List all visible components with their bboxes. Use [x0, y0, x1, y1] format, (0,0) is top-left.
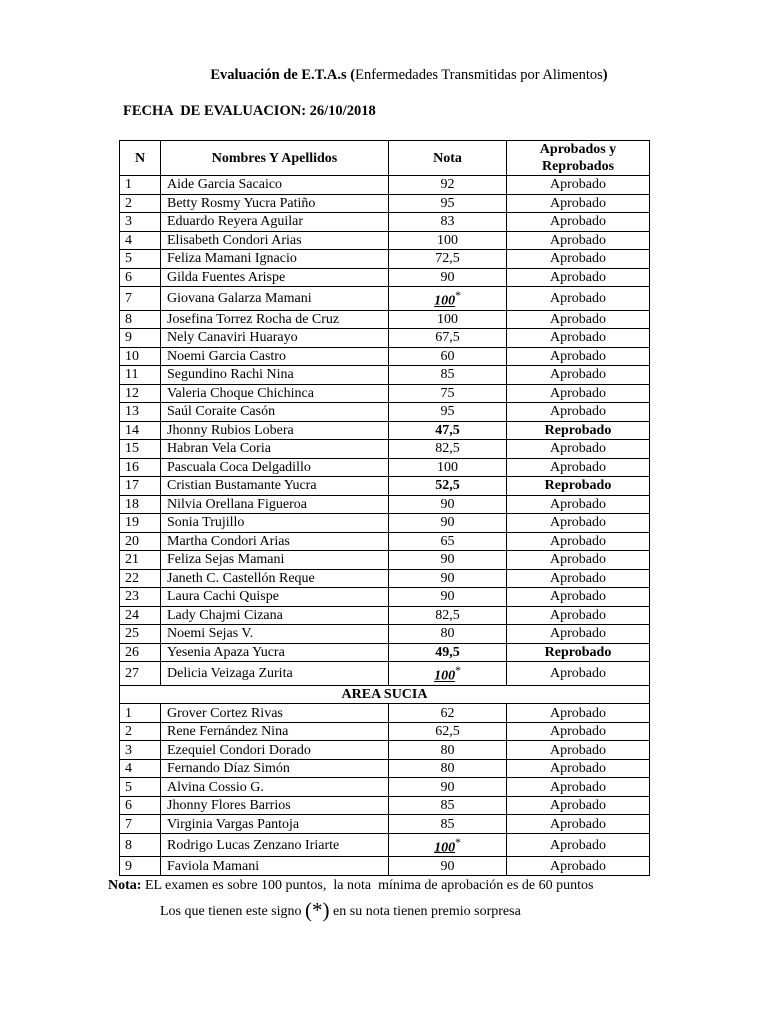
evaluation-date: FECHA DE EVALUACION: 26/10/2018: [123, 103, 376, 119]
cell-nota: 90: [389, 514, 507, 533]
cell-name: Segundino Rachi Nina: [161, 366, 389, 385]
cell-nota: [389, 662, 507, 686]
section-label-area-sucia: AREA SUCIA: [120, 685, 650, 704]
cell-name: Cristian Bustamante Yucra: [161, 477, 389, 496]
cell-n: 10: [120, 347, 161, 366]
cell-nota: 100: [389, 231, 507, 250]
table-body-main: [120, 176, 650, 686]
cell-n: 8: [120, 310, 161, 329]
cell-n: 23: [120, 588, 161, 607]
cell-result: Aprobado: [507, 569, 650, 588]
cell-nota: 85: [389, 366, 507, 385]
table-row: [120, 213, 650, 232]
note-text-1: EL examen es sobre 100 puntos, la nota mínima de aprobación es de 60 puntos: [141, 878, 594, 893]
cell-nota: 95: [389, 403, 507, 422]
cell-nota: 85: [389, 815, 507, 834]
cell-result: Aprobado: [507, 329, 650, 348]
cell-name: Fernando Díaz Simón: [161, 759, 389, 778]
cell-result: Aprobado: [507, 532, 650, 551]
cell-n: 25: [120, 625, 161, 644]
table-row: [120, 643, 650, 662]
cell-result: Aprobado: [507, 833, 650, 857]
cell-n: 1: [120, 704, 161, 723]
table-row: [120, 759, 650, 778]
cell-result: Aprobado: [507, 625, 650, 644]
cell-n: 27: [120, 662, 161, 686]
cell-name: Janeth C. Castellón Reque: [161, 569, 389, 588]
cell-result: Aprobado: [507, 384, 650, 403]
note-line-2: [160, 898, 521, 923]
star-marker: *: [455, 289, 461, 302]
cell-result: Aprobado: [507, 366, 650, 385]
table-row: [120, 250, 650, 269]
cell-name: Rodrigo Lucas Zenzano Iriarte: [161, 833, 389, 857]
cell-n: 9: [120, 857, 161, 876]
table-row: [120, 704, 650, 723]
starred-score: 100: [434, 293, 456, 309]
table-row: [120, 287, 650, 311]
table-row: [120, 514, 650, 533]
table-row: [120, 310, 650, 329]
table-row: [120, 421, 650, 440]
cell-name: Nilvia Orellana Figueroa: [161, 495, 389, 514]
cell-result: Aprobado: [507, 759, 650, 778]
cell-n: 26: [120, 643, 161, 662]
table-row: [120, 857, 650, 876]
cell-n: 3: [120, 213, 161, 232]
cell-nota: 100: [389, 310, 507, 329]
cell-result: Aprobado: [507, 458, 650, 477]
cell-name: Gilda Fuentes Arispe: [161, 268, 389, 287]
table-row: [120, 569, 650, 588]
title-normal-part: Enfermedades Transmitidas por Alimentos: [355, 67, 603, 83]
table-row: [120, 477, 650, 496]
cell-name: Virginia Vargas Pantoja: [161, 815, 389, 834]
cell-nota: 62,5: [389, 722, 507, 741]
cell-result: Aprobado: [507, 722, 650, 741]
cell-result: Aprobado: [507, 514, 650, 533]
star-marker: *: [455, 664, 461, 678]
cell-n: 20: [120, 532, 161, 551]
cell-nota: 90: [389, 569, 507, 588]
cell-n: 21: [120, 551, 161, 570]
cell-result: Aprobado: [507, 250, 650, 269]
cell-name: Jhonny Flores Barrios: [161, 796, 389, 815]
table-row: [120, 495, 650, 514]
cell-n: 13: [120, 403, 161, 422]
cell-result: Aprobado: [507, 741, 650, 760]
cell-nota: 90: [389, 857, 507, 876]
cell-nota: [389, 833, 507, 857]
table-row: [120, 741, 650, 760]
cell-name: Feliza Mamani Ignacio: [161, 250, 389, 269]
cell-result: Aprobado: [507, 347, 650, 366]
cell-n: 24: [120, 606, 161, 625]
cell-n: 18: [120, 495, 161, 514]
cell-n: 6: [120, 268, 161, 287]
cell-result: Reprobado: [507, 477, 650, 496]
cell-n: 15: [120, 440, 161, 459]
table-row: [120, 532, 650, 551]
table-row: [120, 194, 650, 213]
cell-name: Valeria Choque Chichinca: [161, 384, 389, 403]
cell-name: Laura Cachi Quispe: [161, 588, 389, 607]
cell-nota: 90: [389, 495, 507, 514]
cell-name: Aide Garcia Sacaico: [161, 176, 389, 195]
table-row: [120, 347, 650, 366]
table-row: [120, 366, 650, 385]
cell-result: Aprobado: [507, 551, 650, 570]
cell-result: Aprobado: [507, 287, 650, 311]
cell-name: Nely Canaviri Huarayo: [161, 329, 389, 348]
table-row: [120, 778, 650, 797]
cell-nota: 83: [389, 213, 507, 232]
cell-name: Feliza Sejas Mamani: [161, 551, 389, 570]
cell-nota: 47,5: [389, 421, 507, 440]
cell-result: Aprobado: [507, 403, 650, 422]
cell-result: Aprobado: [507, 213, 650, 232]
table-row: [120, 403, 650, 422]
cell-result: Aprobado: [507, 231, 650, 250]
cell-n: 7: [120, 815, 161, 834]
cell-n: 9: [120, 329, 161, 348]
cell-nota: [389, 287, 507, 311]
cell-result: Aprobado: [507, 704, 650, 723]
note-label: Nota:: [108, 878, 142, 893]
table-row: [120, 176, 650, 195]
col-header-n: N: [120, 141, 161, 176]
table-row: [120, 384, 650, 403]
cell-result: Aprobado: [507, 194, 650, 213]
cell-nota: 80: [389, 741, 507, 760]
cell-name: Martha Condori Arias: [161, 532, 389, 551]
cell-n: 17: [120, 477, 161, 496]
cell-n: 22: [120, 569, 161, 588]
cell-result: Aprobado: [507, 495, 650, 514]
title-close-paren: ): [602, 67, 608, 83]
cell-name: Noemi Sejas V.: [161, 625, 389, 644]
cell-name: Delicia Veizaga Zurita: [161, 662, 389, 686]
cell-name: Habran Vela Coria: [161, 440, 389, 459]
cell-n: 14: [120, 421, 161, 440]
cell-nota: 72,5: [389, 250, 507, 269]
cell-result: Aprobado: [507, 268, 650, 287]
cell-result: Reprobado: [507, 643, 650, 662]
section-row: [120, 685, 650, 704]
cell-name: Sonia Trujillo: [161, 514, 389, 533]
cell-nota: 82,5: [389, 440, 507, 459]
cell-n: 19: [120, 514, 161, 533]
table-row: [120, 833, 650, 857]
cell-nota: 82,5: [389, 606, 507, 625]
table-row: [120, 231, 650, 250]
cell-name: Noemi Garcia Castro: [161, 347, 389, 366]
table-row: [120, 551, 650, 570]
cell-result: Reprobado: [507, 421, 650, 440]
cell-n: 16: [120, 458, 161, 477]
star-marker: *: [455, 835, 461, 849]
table-row: [120, 815, 650, 834]
cell-n: 3: [120, 741, 161, 760]
cell-nota: 85: [389, 796, 507, 815]
cell-nota: 90: [389, 778, 507, 797]
cell-name: Saúl Coraite Casón: [161, 403, 389, 422]
cell-result: Aprobado: [507, 588, 650, 607]
cell-result: Aprobado: [507, 796, 650, 815]
cell-name: Eduardo Reyera Aguilar: [161, 213, 389, 232]
note-text-2-pre: Los que tienen este signo: [160, 904, 306, 919]
cell-nota: 95: [389, 194, 507, 213]
cell-nota: 49,5: [389, 643, 507, 662]
note-text-2-post: en su nota tienen premio sorpresa: [329, 904, 521, 919]
table-header-row: [120, 141, 650, 176]
cell-nota: 75: [389, 384, 507, 403]
cell-name: Faviola Mamani: [161, 857, 389, 876]
cell-n: 2: [120, 194, 161, 213]
cell-name: Ezequiel Condori Dorado: [161, 741, 389, 760]
table-row: [120, 268, 650, 287]
table-row: [120, 606, 650, 625]
cell-name: Pascuala Coca Delgadillo: [161, 458, 389, 477]
cell-n: 7: [120, 287, 161, 311]
starred-score: 100: [434, 668, 456, 684]
cell-result: Aprobado: [507, 662, 650, 686]
cell-n: 8: [120, 833, 161, 857]
cell-result: Aprobado: [507, 440, 650, 459]
document-title: [0, 67, 768, 84]
col-header-nota: Nota: [389, 141, 507, 176]
cell-n: 11: [120, 366, 161, 385]
cell-result: Aprobado: [507, 857, 650, 876]
cell-name: Alvina Cossio G.: [161, 778, 389, 797]
table-row: [120, 722, 650, 741]
table-row: [120, 329, 650, 348]
cell-n: 5: [120, 778, 161, 797]
cell-nota: 90: [389, 588, 507, 607]
cell-result: Aprobado: [507, 310, 650, 329]
cell-nota: 52,5: [389, 477, 507, 496]
table-row: [120, 588, 650, 607]
cell-n: 5: [120, 250, 161, 269]
title-bold-part: Evaluación de E.T.A.s (: [210, 67, 356, 83]
cell-n: 1: [120, 176, 161, 195]
cell-nota: 65: [389, 532, 507, 551]
cell-result: Aprobado: [507, 815, 650, 834]
cell-nota: 92: [389, 176, 507, 195]
cell-n: 4: [120, 759, 161, 778]
cell-nota: 67,5: [389, 329, 507, 348]
cell-name: Elisabeth Condori Arias: [161, 231, 389, 250]
cell-name: Josefina Torrez Rocha de Cruz: [161, 310, 389, 329]
table-row: [120, 625, 650, 644]
table-row: [120, 796, 650, 815]
table-body-area-sucia: [120, 704, 650, 876]
table-row: [120, 458, 650, 477]
cell-nota: 62: [389, 704, 507, 723]
col-header-result: Aprobados y Reprobados: [507, 141, 650, 176]
cell-name: Yesenia Apaza Yucra: [161, 643, 389, 662]
cell-nota: 100: [389, 458, 507, 477]
results-table: [119, 140, 650, 876]
cell-name: Rene Fernández Nina: [161, 722, 389, 741]
table-section-row-group: [120, 685, 650, 704]
col-header-name: Nombres Y Apellidos: [161, 141, 389, 176]
starred-score: 100: [434, 840, 456, 856]
table-row: [120, 662, 650, 686]
cell-nota: 80: [389, 759, 507, 778]
cell-nota: 80: [389, 625, 507, 644]
cell-n: 12: [120, 384, 161, 403]
cell-name: Grover Cortez Rivas: [161, 704, 389, 723]
cell-nota: 90: [389, 551, 507, 570]
cell-result: Aprobado: [507, 778, 650, 797]
note-line-1: [108, 878, 593, 894]
cell-n: 2: [120, 722, 161, 741]
cell-name: Giovana Galarza Mamani: [161, 287, 389, 311]
cell-result: Aprobado: [507, 176, 650, 195]
cell-result: Aprobado: [507, 606, 650, 625]
cell-n: 6: [120, 796, 161, 815]
cell-name: Lady Chajmi Cizana: [161, 606, 389, 625]
table-row: [120, 440, 650, 459]
note-star-symbol: (*): [305, 898, 330, 922]
cell-nota: 90: [389, 268, 507, 287]
cell-name: Betty Rosmy Yucra Patiño: [161, 194, 389, 213]
cell-name: Jhonny Rubios Lobera: [161, 421, 389, 440]
cell-nota: 60: [389, 347, 507, 366]
cell-n: 4: [120, 231, 161, 250]
